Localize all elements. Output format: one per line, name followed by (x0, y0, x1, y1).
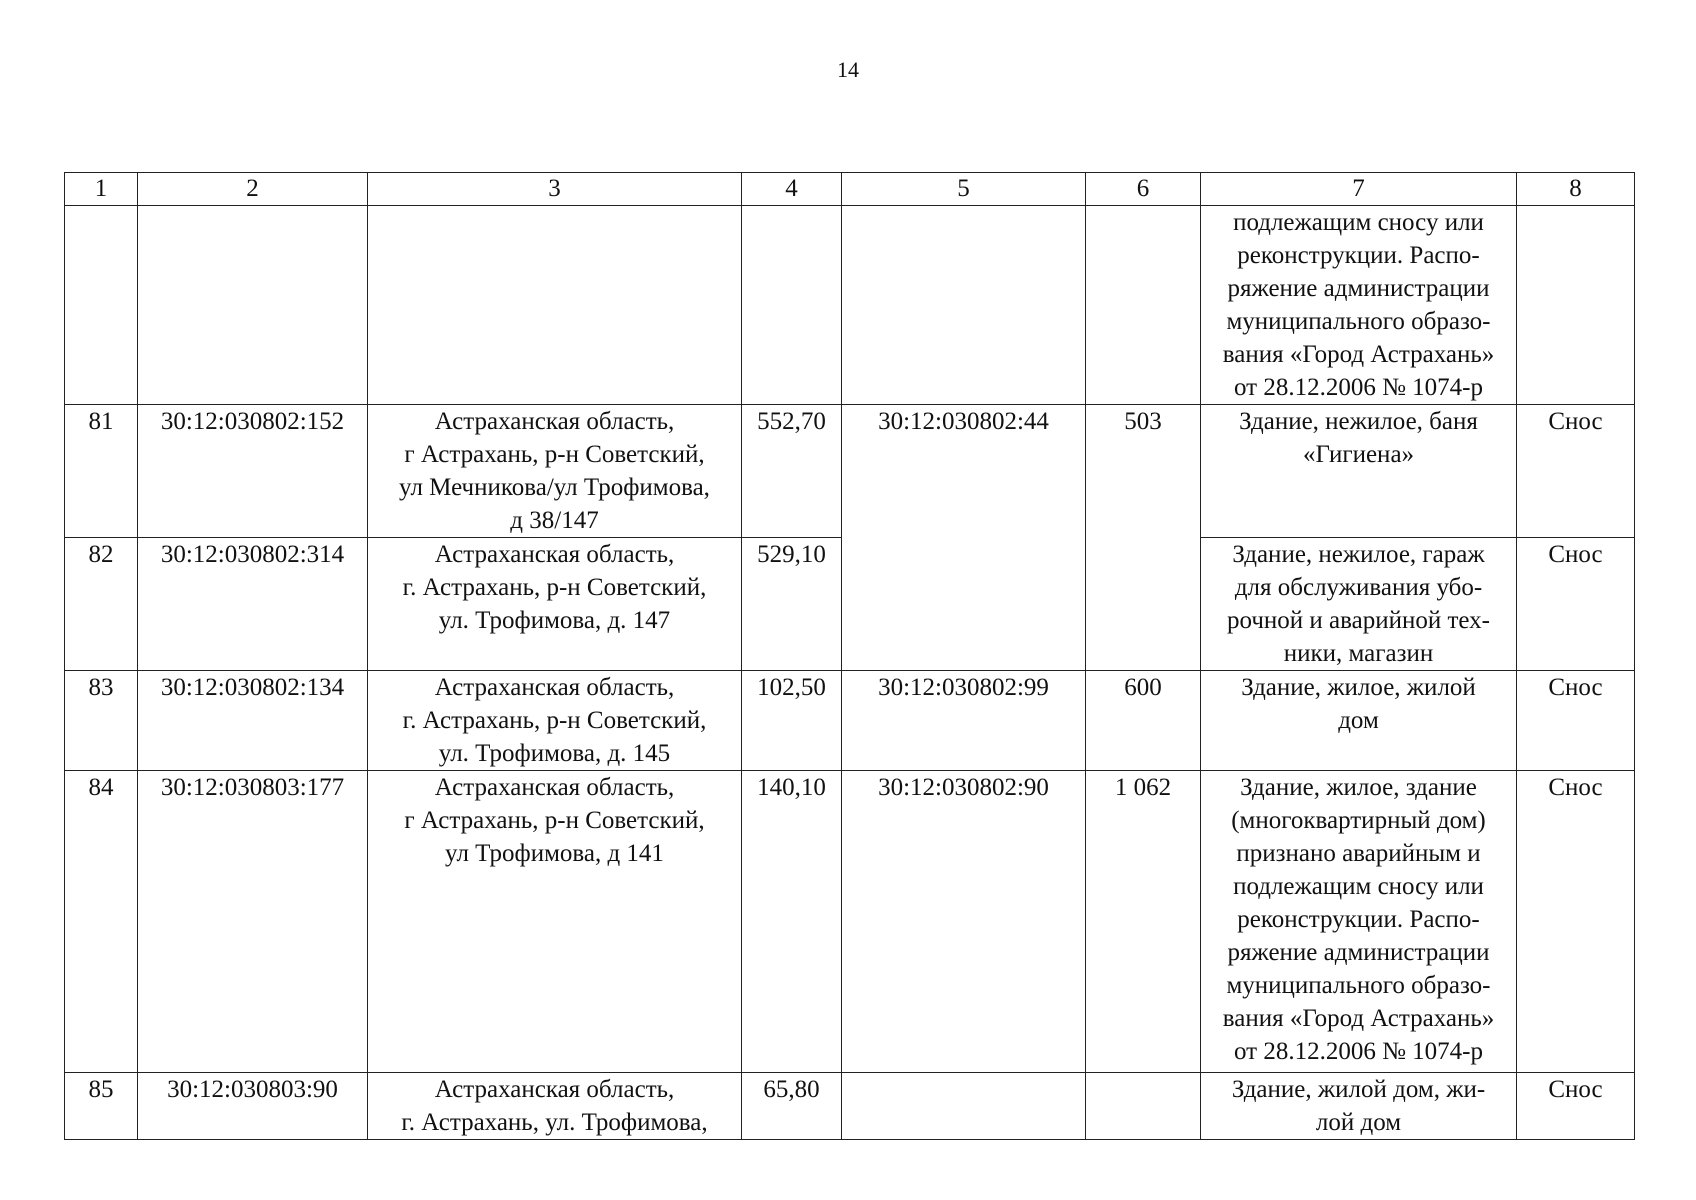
cell-description: Здание, жилое, здание (многоквартирный дом) признано аварийным и подлежащим сносу или реконструкции. Распо- ряжение администрации муниципального образо- вания «Город Астрахань» от 28.12.2006 № 1074-р (1201, 771, 1517, 1073)
cell-land-cadastral-number (842, 1073, 1086, 1140)
cell-land-area (1086, 1073, 1201, 1140)
column-header: 5 (842, 173, 1086, 206)
column-header: 6 (1086, 173, 1201, 206)
cell-area: 529,10 (742, 538, 842, 671)
cell-address: Астраханская область, г. Астрахань, ул. Трофимова, (368, 1073, 742, 1140)
column-header: 4 (742, 173, 842, 206)
cell-land-area: 600 (1086, 671, 1201, 771)
cell-empty (742, 206, 842, 405)
cell-action: Снос (1517, 1073, 1635, 1140)
cell-cadastral-number: 30:12:030802:134 (138, 671, 368, 771)
cell-empty (65, 206, 138, 405)
table-row (65, 1073, 1635, 1140)
cell-number: 81 (65, 405, 138, 538)
cell-land-area: 503 (1086, 405, 1201, 671)
cell-action: Снос (1517, 405, 1635, 538)
cell-area: 140,10 (742, 771, 842, 1073)
cell-empty (368, 206, 742, 405)
cell-cadastral-number: 30:12:030803:177 (138, 771, 368, 1073)
column-header: 2 (138, 173, 368, 206)
cell-address: Астраханская область, г. Астрахань, р-н Советский, ул. Трофимова, д. 145 (368, 671, 742, 771)
cell-address: Астраханская область, г Астрахань, р-н Советский, ул Мечникова/ул Трофимова, д 38/147 (368, 405, 742, 538)
cell-area: 102,50 (742, 671, 842, 771)
objects-table (64, 172, 1635, 1140)
cell-action: Снос (1517, 771, 1635, 1073)
cell-action: Снос (1517, 538, 1635, 671)
cell-empty (138, 206, 368, 405)
cell-land-cadastral-number: 30:12:030802:99 (842, 671, 1086, 771)
cell-number: 85 (65, 1073, 138, 1140)
cell-description: Здание, нежилое, баня «Гигиена» (1201, 405, 1517, 538)
cell-action: Снос (1517, 671, 1635, 771)
column-header: 7 (1201, 173, 1517, 206)
column-header: 3 (368, 173, 742, 206)
table-header-row (65, 173, 1635, 206)
cell-land-cadastral-number: 30:12:030802:44 (842, 405, 1086, 671)
page-number: 14 (837, 57, 859, 82)
cell-empty (1086, 206, 1201, 405)
cell-description: Здание, жилое, жилой дом (1201, 671, 1517, 771)
cell-number: 84 (65, 771, 138, 1073)
table-row (65, 771, 1635, 1073)
cell-description: Здание, жилой дом, жи- лой дом (1201, 1073, 1517, 1140)
table-row (65, 405, 1635, 538)
cell-area: 552,70 (742, 405, 842, 538)
cell-description: подлежащим сносу или реконструкции. Распо- ряжение администрации муниципального образо- вания «Город Астрахань» от 28.12.2006 № 1074-р (1201, 206, 1517, 405)
cell-address: Астраханская область, г Астрахань, р-н Советский, ул Трофимова, д 141 (368, 771, 742, 1073)
cell-area: 65,80 (742, 1073, 842, 1140)
cell-description: Здание, нежилое, гараж для обслуживания убо- рочной и аварийной тех- ники, магазин (1201, 538, 1517, 671)
cell-cadastral-number: 30:12:030803:90 (138, 1073, 368, 1140)
cell-land-area: 1 062 (1086, 771, 1201, 1073)
table-row (65, 671, 1635, 771)
column-header: 1 (65, 173, 138, 206)
cell-land-cadastral-number: 30:12:030802:90 (842, 771, 1086, 1073)
cell-number: 82 (65, 538, 138, 671)
column-header: 8 (1517, 173, 1635, 206)
cell-cadastral-number: 30:12:030802:314 (138, 538, 368, 671)
table-row-continued (65, 206, 1635, 405)
cell-number: 83 (65, 671, 138, 771)
cell-empty (842, 206, 1086, 405)
cell-empty (1517, 206, 1635, 405)
cell-address: Астраханская область, г. Астрахань, р-н Советский, ул. Трофимова, д. 147 (368, 538, 742, 671)
cell-cadastral-number: 30:12:030802:152 (138, 405, 368, 538)
